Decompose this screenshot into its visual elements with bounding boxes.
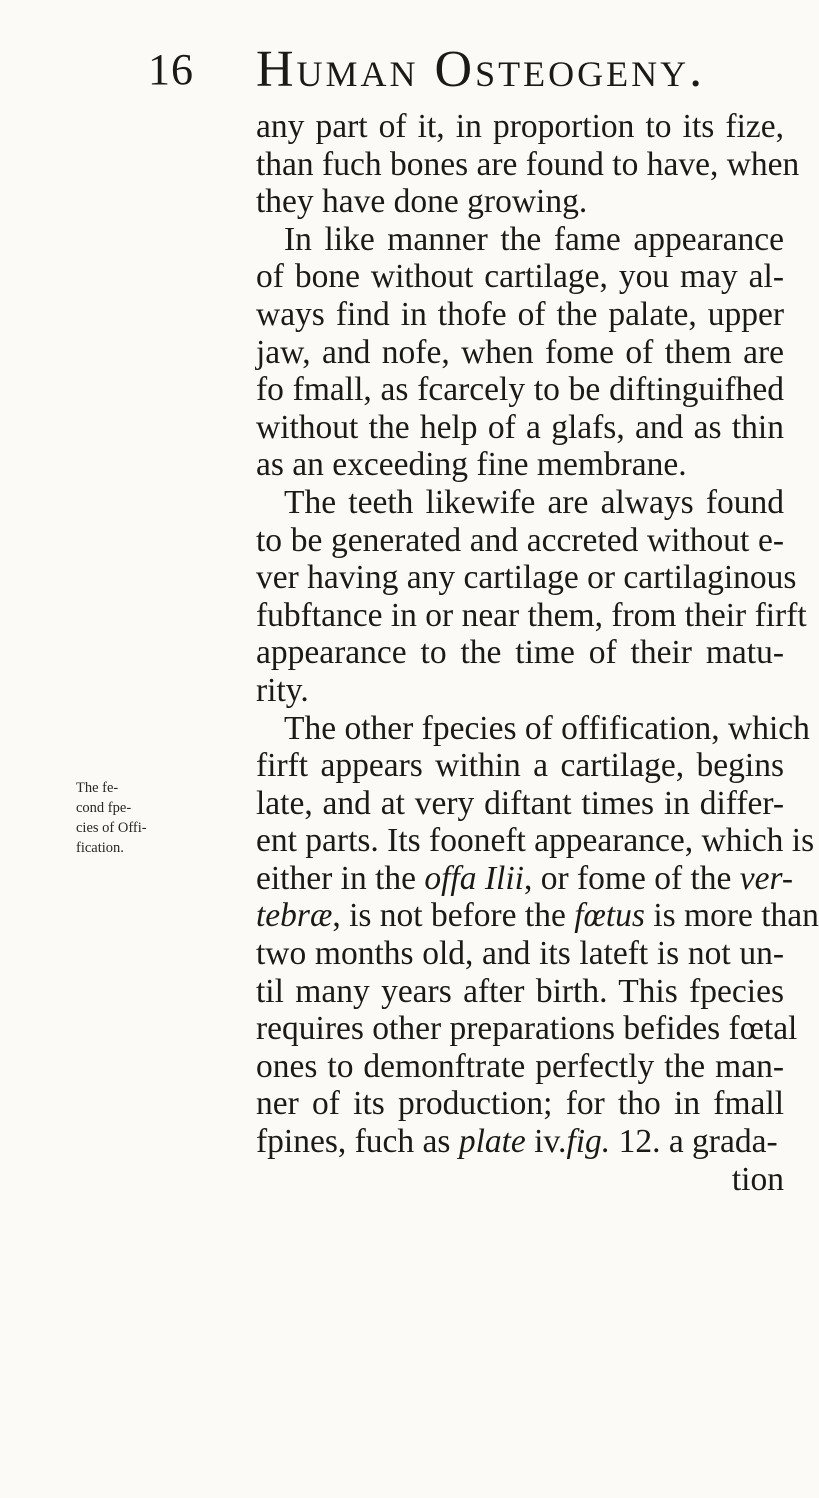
- italic-term: tebræ: [256, 897, 333, 935]
- text-run: , is not before the: [332, 897, 566, 935]
- text-run: , or fome of the: [523, 859, 732, 897]
- text-line: they have done growing.: [256, 183, 588, 221]
- text-run: fpines, fuch as: [256, 1123, 451, 1161]
- text-line: ways find in thofe of the palate, upper: [256, 295, 784, 333]
- text-run: iv.: [525, 1123, 567, 1161]
- text-line: as an exceeding fine membrane.: [256, 446, 687, 484]
- text-line: than fuch bones are found to have, when: [256, 145, 800, 183]
- text-line: jaw, and nofe, when fome of them are: [256, 333, 784, 371]
- running-title: Human Osteogeny.: [256, 41, 706, 98]
- text-line: ner of its production; for tho in fmall: [256, 1085, 784, 1123]
- margin-note-line: cond fpe-: [76, 800, 132, 816]
- text-line: without the help of a glafs, and as thin: [256, 408, 784, 446]
- text-line: til many years after birth. This fpecies: [256, 972, 784, 1010]
- running-head: [148, 40, 788, 100]
- text-line: to be generated and accreted without e-: [256, 521, 784, 559]
- catchword: tion: [731, 1160, 784, 1198]
- text-run: 12. a grada-: [610, 1123, 778, 1161]
- italic-term: offa Ilii: [424, 859, 524, 897]
- text-line: rity.: [256, 671, 309, 709]
- text-line: two months old, and its lateft is not un-: [256, 935, 784, 973]
- text-line: ent parts. Its fooneft appearance, which is: [256, 822, 815, 860]
- margin-note-line: cies of Offi-: [76, 820, 147, 836]
- margin-note-line: The fe-: [76, 780, 119, 796]
- paragraph-start-line: The other fpecies of offification, which: [284, 709, 810, 747]
- text-line: [256, 859, 794, 898]
- text-line: of bone without cartilage, you may al-: [256, 258, 784, 296]
- paragraph-start-line: In like manner the fame appearance: [284, 220, 784, 258]
- text-line: any part of it, in proportion to its fize,: [256, 108, 784, 145]
- text-run: either in the: [256, 859, 416, 897]
- italic-term: fœtus: [574, 897, 645, 935]
- body-text: [256, 108, 819, 1198]
- italic-term: fig.: [566, 1123, 611, 1161]
- text-line: ver having any cartilage or cartilaginous: [256, 559, 797, 597]
- text-run: is more than: [644, 897, 819, 935]
- text-line: late, and at very diftant times in differ-: [256, 784, 784, 822]
- paragraph-start-line: The teeth likewife are always found: [284, 483, 784, 521]
- text-line: ones to demonftrate perfectly the man-: [256, 1047, 784, 1085]
- text-line: appearance to the time of their matu-: [256, 634, 784, 672]
- text-line: requires other preparations befides fœtal: [256, 1010, 798, 1048]
- text-line: [256, 1123, 784, 1161]
- text-line: firft appears within a cartilage, begins: [256, 747, 784, 785]
- margin-note: [76, 778, 146, 858]
- italic-term: plate: [458, 1123, 526, 1161]
- italic-term: ver-: [739, 859, 794, 897]
- text-line: [256, 897, 819, 935]
- page-number: 16: [148, 45, 194, 94]
- text-line: fubftance in or near them, from their firft: [256, 596, 807, 634]
- text-line: fo fmall, as fcarcely to be diftinguifhed: [256, 371, 784, 409]
- margin-note-line: fication.: [76, 840, 124, 856]
